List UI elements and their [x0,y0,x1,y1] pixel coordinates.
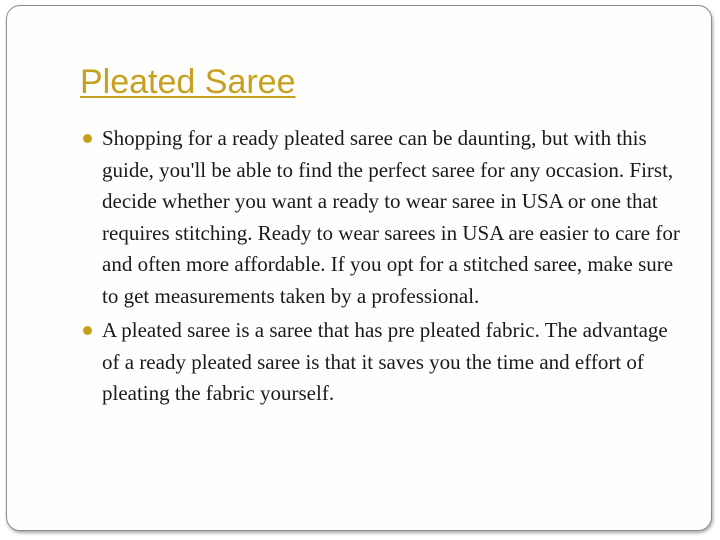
circle-bullet-icon [83,134,92,143]
circle-bullet-icon [83,326,92,335]
slide-title-link[interactable]: Pleated Saree [80,63,296,101]
bullet-item [79,315,687,410]
bullet-item [79,123,687,312]
bullet-list [79,123,687,413]
slide-frame [6,5,712,531]
bullet-text: Shopping for a ready pleated saree can be daunting, but with this guide, you'll be able to find the perfect saree for any occasion. First, decide whether you want a ready to wear saree in USA or one that requires stitching. Ready to wear sarees in USA are easier to care for and often more affordable. If you opt for a stitched saree, make sure to get measurements taken by a professional. [102,126,680,308]
bullet-text: A pleated saree is a saree that has pre pleated fabric. The advantage of a ready pleated saree is that it saves you the time and effort of pleating the fabric yourself. [102,318,668,405]
